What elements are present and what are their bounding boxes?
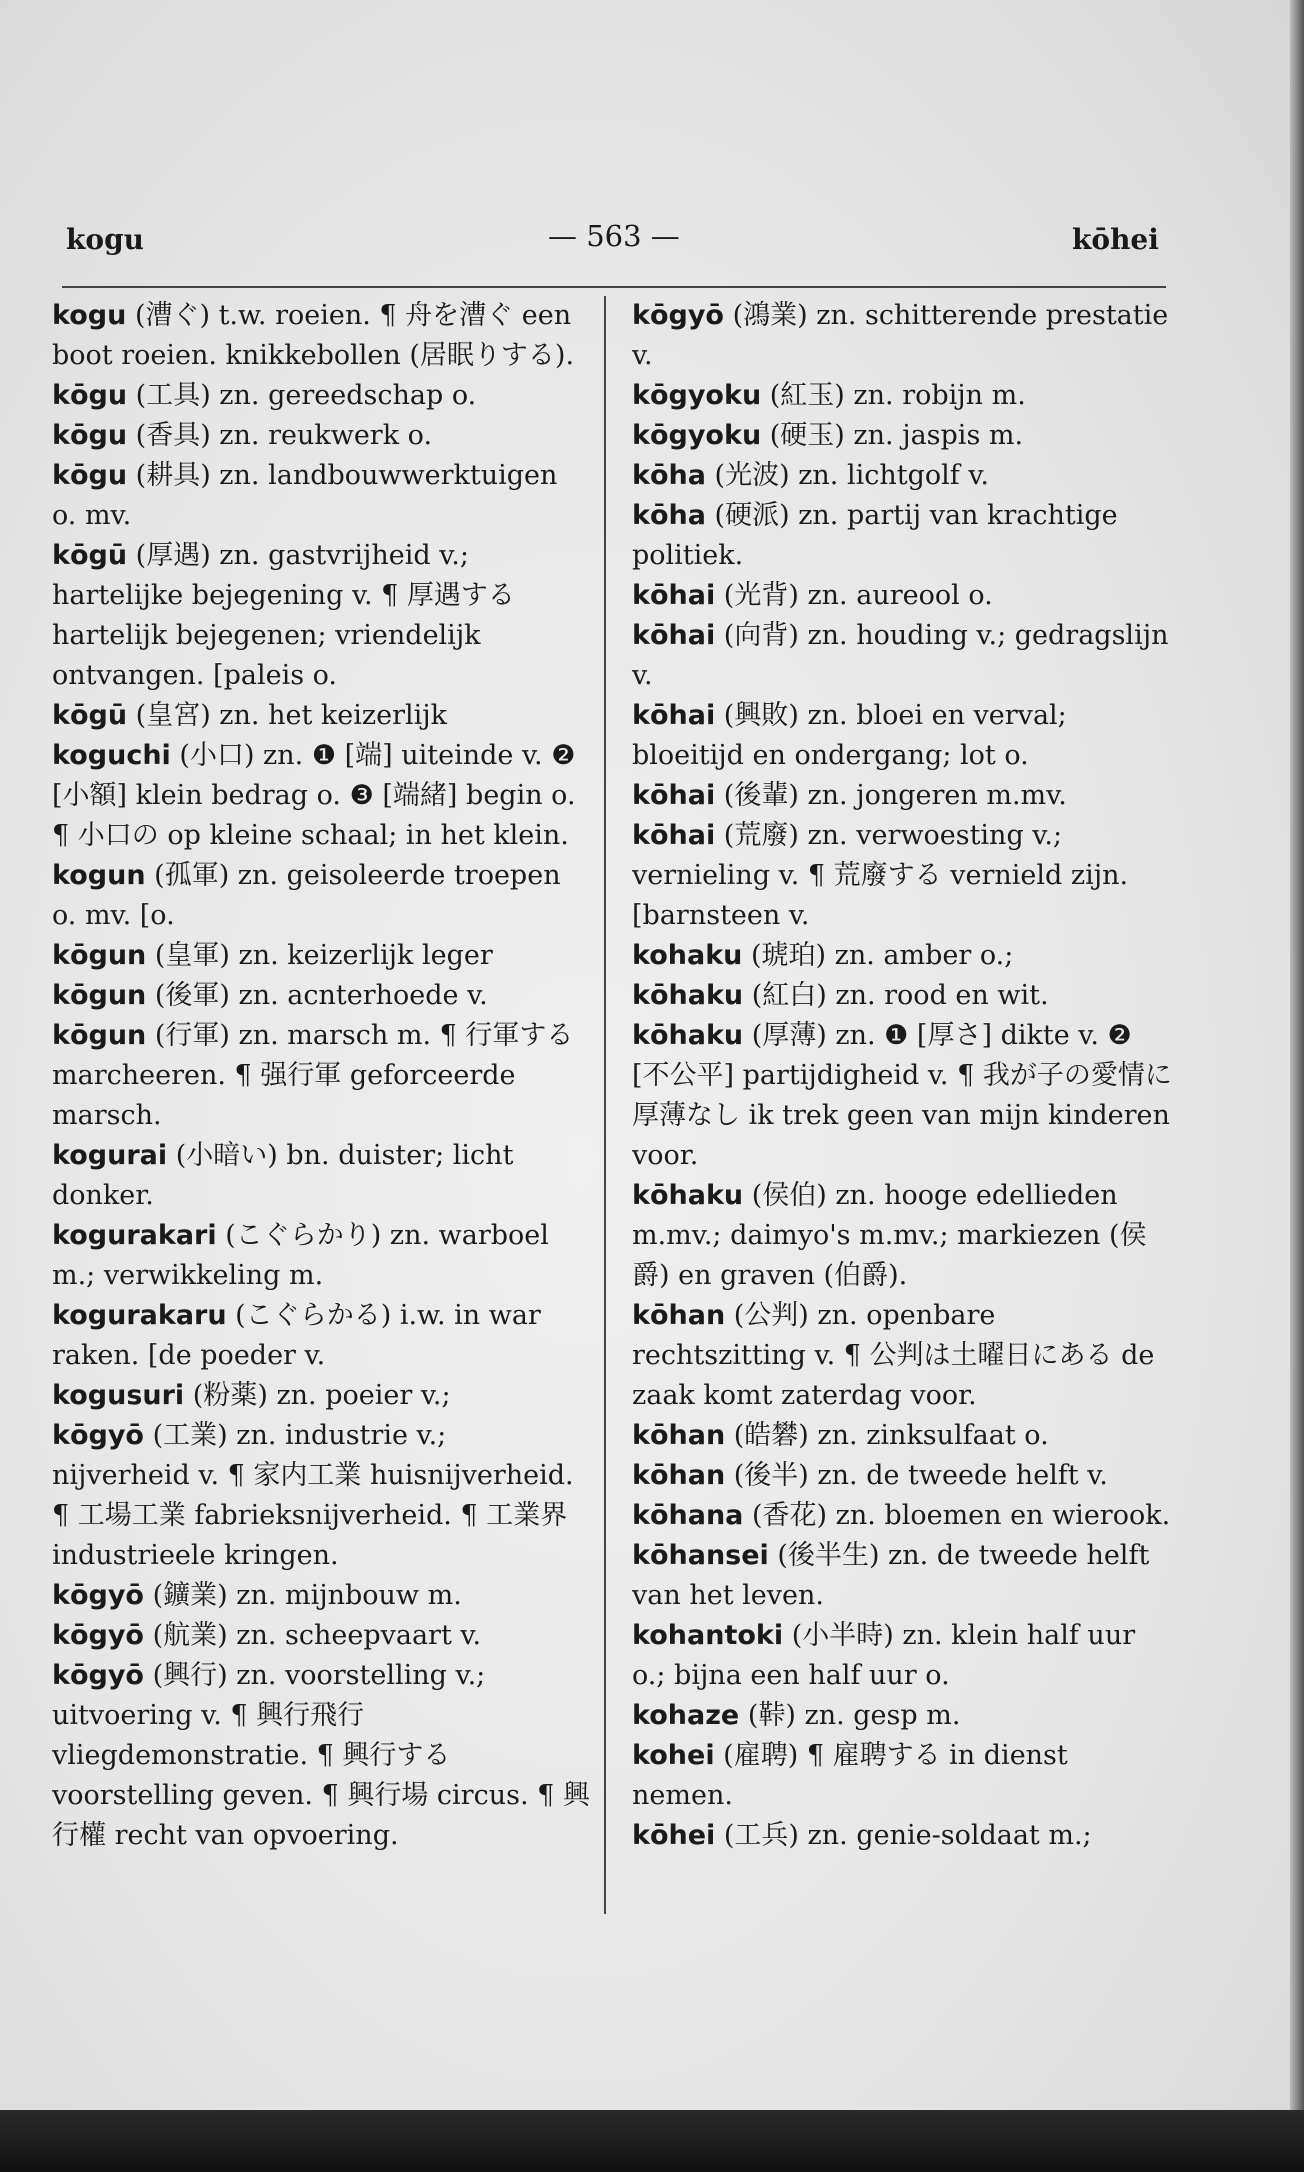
entry-definition: (工兵) zn. genie-soldaat m.; (723, 1820, 1092, 1851)
entry-definition: (粉薬) zn. poeier v.; (192, 1380, 451, 1411)
dictionary-entry (632, 776, 1172, 816)
left-column (52, 296, 590, 1856)
dictionary-entry (52, 1136, 590, 1216)
dictionary-entry (52, 936, 590, 976)
entry-definition: (荒廢) zn. verwoesting v.; vernieling v. ¶ 荒廢する vernield zijn. [barnsteen v. (632, 820, 1129, 931)
entry-definition: (皇宮) zn. het keizerlijk (135, 700, 447, 731)
entry-definition: (漕ぐ) t.w. roeien. ¶ 舟を漕ぐ een boot roeien. knikkebollen (居眠りする). (52, 300, 575, 371)
headword: kogusuri (52, 1380, 185, 1411)
entry-definition: (鞐) zn. gesp m. (747, 1700, 961, 1731)
headword: kōgu (52, 380, 128, 411)
dictionary-entry (632, 696, 1172, 776)
entry-definition: (光波) zn. lichtgolf v. (714, 460, 989, 491)
dictionary-entry (632, 1536, 1172, 1616)
entry-definition: (皇軍) zn. keizerlijk leger (154, 940, 493, 971)
entry-definition: (行軍) zn. marsch m. ¶ 行軍する marcheeren. ¶ 强行軍 geforceerde marsch. (52, 1020, 574, 1131)
headword: kōhai (632, 580, 716, 611)
headword: koguchi (52, 740, 171, 771)
entry-definition: (後半) zn. de tweede helft v. (733, 1460, 1108, 1491)
headword: kōgyoku (632, 380, 762, 411)
headword: kōhaku (632, 1180, 744, 1211)
headword: kōgyō (52, 1420, 144, 1451)
dictionary-entry (52, 416, 590, 456)
headword: kōhai (632, 780, 716, 811)
dictionary-entry (52, 1016, 590, 1136)
dictionary-entry (52, 536, 590, 696)
headword: kōgū (52, 700, 128, 731)
headword: kogurakari (52, 1220, 217, 1251)
headword: kōgyoku (632, 420, 762, 451)
dictionary-entry (52, 1656, 590, 1856)
dictionary-entry (632, 1616, 1172, 1696)
right-guide-word: kōhei (1072, 223, 1159, 256)
headword: kogu (52, 300, 127, 331)
headword: kōgun (52, 1020, 147, 1051)
entry-definition: (小暗い) bn. duister; licht donker. (52, 1140, 514, 1211)
entry-definition: (厚薄) zn. ❶ [厚さ] dikte v. ❷ [不公平] partijdigheid v. ¶ 我が子の愛情に厚薄なし ik trek geen van mijn kinderen voor. (632, 1020, 1172, 1171)
headword: kōhei (632, 1820, 716, 1851)
dictionary-entry (632, 616, 1172, 696)
entry-definition: (興敗) zn. bloei en verval; bloeitijd en ondergang; lot o. (632, 700, 1067, 771)
entry-definition: (琥珀) zn. amber o.; (751, 940, 1014, 971)
entry-definition: (紅玉) zn. robijn m. (769, 380, 1026, 411)
headword: kohaku (632, 940, 743, 971)
headword: kōhansei (632, 1540, 769, 1571)
entry-definition: (こぐらかる) i.w. in war raken. [de poeder v. (52, 1300, 541, 1371)
dictionary-entry (52, 456, 590, 536)
entry-definition: (後輩) zn. jongeren m.mv. (723, 780, 1067, 811)
entry-definition: (鑛業) zn. mijnbouw m. (152, 1580, 462, 1611)
dictionary-entry (52, 296, 590, 376)
page-bottom-shadow (0, 2110, 1304, 2172)
dictionary-entry (52, 856, 590, 936)
headword: kōgu (52, 460, 128, 491)
entry-definition: (向背) zn. houding v.; gedragslijn v. (632, 620, 1169, 691)
dictionary-entry (632, 1296, 1172, 1416)
dictionary-entry (632, 376, 1172, 416)
page-edge-shadow (1290, 0, 1304, 2110)
entry-definition: (紅白) zn. rood en wit. (751, 980, 1049, 1011)
headword: kōhai (632, 700, 716, 731)
dictionary-entry (632, 1496, 1172, 1536)
dictionary-entry (632, 496, 1172, 576)
headword: kōgu (52, 420, 128, 451)
headword: kōha (632, 500, 706, 531)
entry-definition: (鴻業) zn. schitterende prestatie v. (632, 300, 1169, 371)
right-column (632, 296, 1172, 1856)
dictionary-entry (52, 376, 590, 416)
entry-definition: (小半時) zn. klein half uur o.; bijna een half uur o. (632, 1620, 1136, 1691)
entry-definition: (皓礬) zn. zinksulfaat o. (733, 1420, 1049, 1451)
headword: kōhan (632, 1300, 726, 1331)
dictionary-entry (52, 1576, 590, 1616)
entry-definition: (こぐらかり) zn. warboel m.; verwikkeling m. (52, 1220, 549, 1291)
headword: kōhai (632, 820, 716, 851)
headword: kōhai (632, 620, 716, 651)
entry-definition: (光背) zn. aureool o. (723, 580, 993, 611)
entry-definition: (工具) zn. gereedschap o. (135, 380, 477, 411)
dictionary-entry (632, 456, 1172, 496)
entry-definition: (侯伯) zn. hooge edellieden m.mv.; daimyo's m.mv.; markiezen (侯爵) en graven (伯爵). (632, 1180, 1147, 1291)
column-divider (604, 296, 606, 1914)
headword: kōgyō (52, 1620, 144, 1651)
dictionary-entry (632, 1456, 1172, 1496)
headword: kohantoki (632, 1620, 784, 1651)
dictionary-entry (52, 696, 590, 736)
dictionary-entry (632, 1736, 1172, 1816)
headword: kogun (52, 860, 146, 891)
headword: kogurakaru (52, 1300, 227, 1331)
dictionary-entry (52, 1416, 590, 1576)
entry-definition: (興行) zn. voorstelling v.; uitvoering v. ¶ 興行飛行 vliegdemonstratie. ¶ 興行する voorstelling geven. ¶ 興行場 circus. ¶ 興行權 recht van opvoering. (52, 1660, 590, 1851)
entry-definition: (硬派) zn. partij van krachtige politiek. (632, 500, 1118, 571)
headword: kōgun (52, 940, 147, 971)
headword: kōhaku (632, 980, 744, 1011)
headword: kohaze (632, 1700, 740, 1731)
page-number: — 563 — (548, 219, 680, 253)
headword: kōha (632, 460, 706, 491)
left-guide-word: kogu (66, 223, 145, 256)
entry-definition: (公判) zn. openbare rechtszitting v. ¶ 公判は土曜日にある de zaak komt zaterdag voor. (632, 1300, 1155, 1411)
dictionary-entry (632, 576, 1172, 616)
headword: kōgyō (52, 1580, 144, 1611)
headword: kōgyō (52, 1660, 144, 1691)
entry-definition: (耕具) zn. landbouwwerktuigen o. mv. (52, 460, 558, 531)
headword: kōhan (632, 1420, 726, 1451)
headword: kōhan (632, 1460, 726, 1491)
entry-definition: (厚遇) zn. gastvrijheid v.; hartelijke bejegening v. ¶ 厚遇する hartelijk bejegenen; vriendelijk ontvangen. [paleis o. (52, 540, 515, 691)
dictionary-entry (632, 936, 1172, 976)
entry-definition: (小口) zn. ❶ [端] uiteinde v. ❷ [小額] klein bedrag o. ❸ [端緒] begin o. ¶ 小口の op kleine schaal; in het klein. (52, 740, 576, 851)
page-header (0, 215, 1290, 265)
entry-definition: (雇聘) ¶ 雇聘する in dienst nemen. (632, 1740, 1068, 1811)
dictionary-entry (632, 1176, 1172, 1296)
header-rule (62, 286, 1166, 288)
entry-definition: (工業) zn. industrie v.; nijverheid v. ¶ 家内工業 huisnijverheid. ¶ 工場工業 fabrieksnijverheid. ¶ 工業界 industrieele kringen. (52, 1420, 574, 1571)
entry-definition: (硬玉) zn. jaspis m. (769, 420, 1024, 451)
entry-definition: (孤軍) zn. geisoleerde troepen o. mv. [o. (52, 860, 561, 931)
dictionary-entry (52, 1616, 590, 1656)
dictionary-entry (52, 976, 590, 1016)
dictionary-entry (632, 1816, 1172, 1856)
entry-definition: (香花) zn. bloemen en wierook. (751, 1500, 1171, 1531)
entry-definition: (香具) zn. reukwerk o. (135, 420, 433, 451)
dictionary-entry (632, 816, 1172, 936)
headword: kōhana (632, 1500, 744, 1531)
dictionary-entry (632, 416, 1172, 456)
headword: kōhaku (632, 1020, 744, 1051)
entry-definition: (後軍) zn. acnterhoede v. (154, 980, 488, 1011)
headword: kōgun (52, 980, 147, 1011)
entry-definition: (後半生) zn. de tweede helft van het leven. (632, 1540, 1150, 1611)
dictionary-entry (52, 736, 590, 856)
headword: kōgyō (632, 300, 724, 331)
headword: kohei (632, 1740, 715, 1771)
dictionary-entry (632, 296, 1172, 376)
dictionary-entry (52, 1376, 590, 1416)
dictionary-entry (632, 1016, 1172, 1176)
headword: kōgū (52, 540, 128, 571)
dictionary-entry (52, 1216, 590, 1296)
entry-definition: (航業) zn. scheepvaart v. (152, 1620, 482, 1651)
dictionary-entry (632, 976, 1172, 1016)
dictionary-entry (632, 1416, 1172, 1456)
headword: kogurai (52, 1140, 168, 1171)
dictionary-entry (632, 1696, 1172, 1736)
dictionary-entry (52, 1296, 590, 1376)
